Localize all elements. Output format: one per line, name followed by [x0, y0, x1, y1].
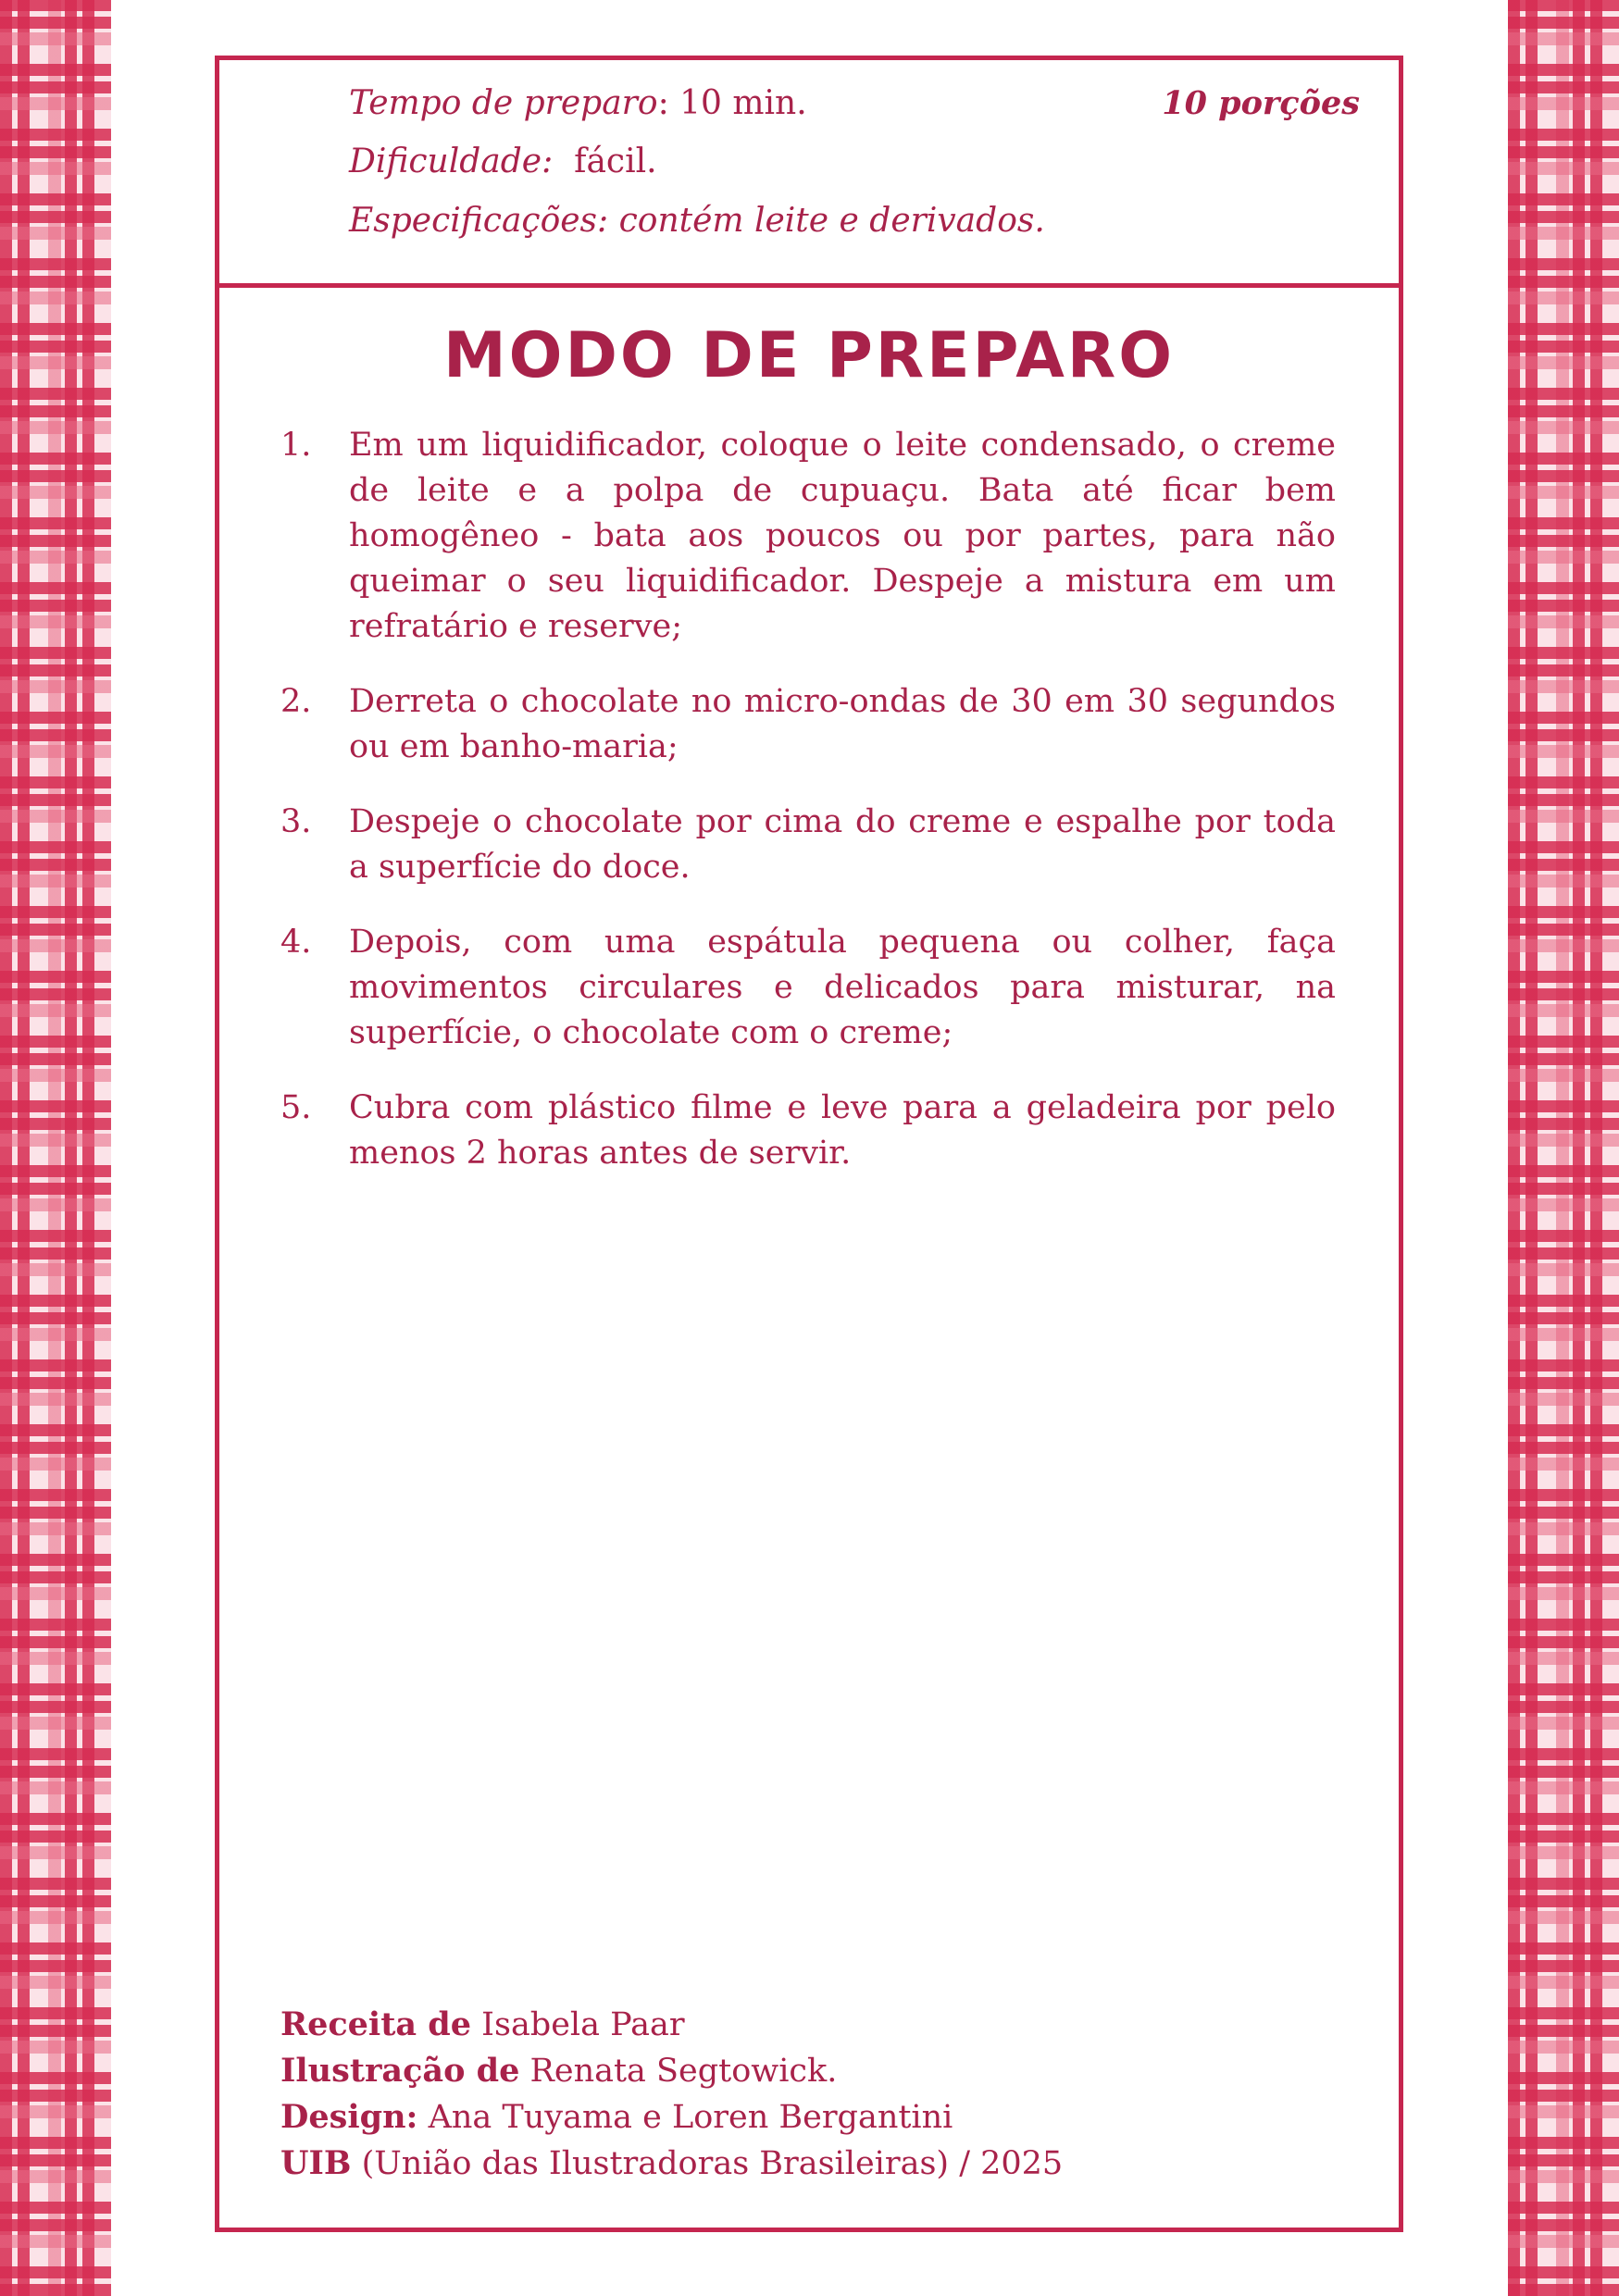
- servings: 10 porções: [1162, 84, 1360, 122]
- section-title: MODO DE PREPARO: [442, 319, 1175, 392]
- step-number: 3.: [280, 803, 312, 840]
- recipe-info-box: [219, 60, 1399, 288]
- credit-design: Design: Ana Tuyama e Loren Bergantini: [280, 2098, 953, 2136]
- plaid-border-left: [0, 0, 111, 2296]
- difficulty: Dificuldade: fácil.: [349, 143, 657, 180]
- recipe-card: [215, 56, 1403, 2232]
- steps-list: [280, 423, 1336, 1206]
- step-text: Derreta o chocolate no micro-ondas de 30 em 30 segundos ou em banho-maria;: [349, 683, 1336, 765]
- credit-recipe: Receita de Isabela Paar: [280, 2005, 685, 2043]
- step-item: [280, 920, 1336, 1056]
- step-text: Cubra com plástico filme e leve para a geladeira por pelo menos 2 horas antes de servir.: [349, 1089, 1336, 1172]
- specifications: Especificações: contém leite e derivados.: [349, 202, 1045, 240]
- step-item: [280, 800, 1336, 890]
- prep-time: Tempo de preparo: 10 min.: [349, 84, 807, 122]
- credits: [280, 2002, 1063, 2187]
- step-text: Em um liquidificador, coloque o leite condensado, o creme de leite e a polpa de cupuaçu. Bata até ficar bem homogêneo - bata aos poucos ou por partes, para não queimar o seu liquidificador. Despeje a mistura em um refratário e reserve;: [349, 427, 1336, 645]
- step-text: Despeje o chocolate por cima do creme e espalhe por toda a superfície do doce.: [349, 803, 1336, 886]
- step-number: 5.: [280, 1089, 312, 1126]
- step-number: 2.: [280, 683, 312, 720]
- step-item: [280, 679, 1336, 770]
- credit-organization: UIB (União das Ilustradoras Brasileiras) / 2025: [280, 2144, 1064, 2182]
- plaid-border-right: [1508, 0, 1619, 2296]
- step-number: 4.: [280, 924, 312, 961]
- step-text: Depois, com uma espátula pequena ou colher, faça movimentos circulares e delicados para misturar, na superfície, o chocolate com o creme;: [349, 924, 1336, 1051]
- step-item: [280, 1086, 1336, 1176]
- credit-illustration: Ilustração de Renata Segtowick.: [280, 2052, 838, 2090]
- step-item: [280, 423, 1336, 650]
- step-number: 1.: [280, 427, 312, 464]
